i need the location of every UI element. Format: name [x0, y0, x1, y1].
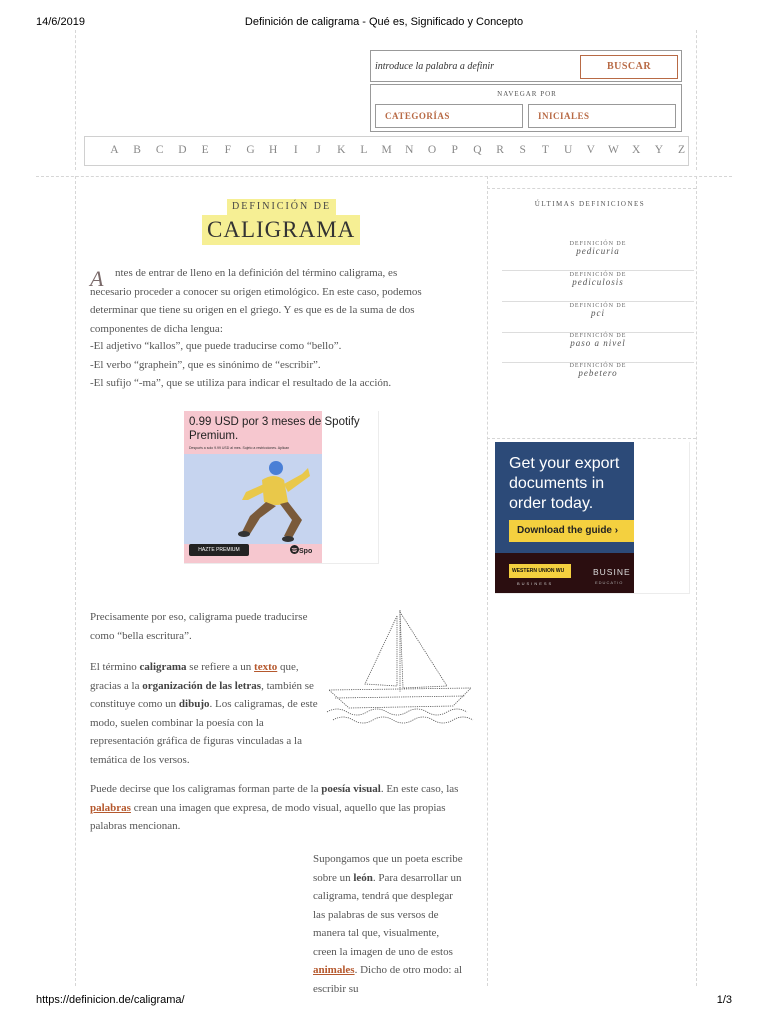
sidebar-item-pedicuria[interactable] [502, 240, 694, 271]
list-item: -El adjetivo “kallos”, que puede traducirse como “bello”. [90, 340, 342, 352]
guide-line [487, 188, 696, 189]
sidebar-item-term[interactable]: pediculosis [572, 277, 624, 287]
letter-link[interactable]: M [381, 144, 392, 156]
browse-label: NAVEGAR POR [497, 90, 557, 98]
letter-link[interactable]: E [201, 144, 209, 156]
list-item: -El sufijo “-ma”, que se utiliza para indicar el resultado de la acción. [90, 377, 392, 389]
spotify-logo [290, 545, 312, 555]
western-union-logo: WESTERN UNION WU [509, 564, 571, 578]
sidebar-item-term[interactable]: pci [591, 308, 605, 318]
letter-link[interactable]: T [541, 144, 549, 156]
guide-line [487, 438, 696, 439]
text-run: Puede decirse que los caligramas forman parte de la [90, 783, 322, 795]
calligram-boat-image [325, 606, 475, 726]
letter-link[interactable]: V [586, 144, 595, 156]
article-title: CALIGRAMA [202, 215, 360, 245]
letter-link[interactable]: D [178, 144, 187, 156]
spotify-icon [290, 545, 299, 554]
jumping-person-illustration [184, 454, 322, 544]
letter-link[interactable]: L [360, 144, 368, 156]
letter-link[interactable]: B [133, 144, 141, 156]
letter-link[interactable]: I [293, 144, 298, 156]
letter-link[interactable]: A [110, 144, 119, 156]
button-label: Download the guide [517, 525, 612, 536]
letter-link[interactable]: R [496, 144, 504, 156]
letter-link[interactable]: W [608, 144, 619, 156]
sidebar-item-kicker: DEFINICIÓN DE [569, 272, 627, 278]
text-run: El término [90, 661, 140, 673]
guide-line [696, 176, 697, 986]
sidebar-item-paso-a-nivel[interactable] [502, 332, 694, 363]
initials-button[interactable]: INICIALES [528, 104, 676, 128]
letter-link[interactable]: X [632, 144, 641, 156]
text-run: que, gracias a la [90, 661, 299, 692]
letter-link[interactable]: F [224, 144, 231, 156]
guide-line [75, 176, 76, 986]
bold-term: león [353, 871, 373, 884]
ad-headline-line: Get your export [509, 455, 620, 472]
bold-term: organización de las letras [142, 679, 262, 692]
letter-link[interactable]: S [519, 144, 526, 156]
print-header [0, 14, 768, 34]
text-run: . En este caso, las [380, 783, 459, 795]
print-page-number: 1/3 [716, 994, 732, 1006]
bold-term: caligrama [139, 661, 187, 673]
text-run: crean una imagen que expresa, de modo visual, aquello que las propias palabras mencionan. [90, 801, 446, 832]
ad-title: 0.99 USD por 3 meses de Spotify Premium. [189, 416, 360, 442]
letter-link[interactable]: U [563, 144, 573, 156]
letter-link[interactable]: G [246, 144, 255, 156]
sidebar-item-term[interactable]: pebetero [578, 368, 618, 378]
ad-headline [509, 454, 649, 514]
sailboat-illustration [325, 606, 475, 726]
letter-link[interactable]: Q [473, 144, 482, 156]
categories-button[interactable]: CATEGORÍAS [375, 104, 523, 128]
text-run: . Los caligramas, de este modo, suelen combinar la poesía con la representación gráfica de figuras vinculadas a la temática de los versos. [90, 698, 318, 766]
text-run: se refiere a un [186, 661, 255, 673]
search-box [370, 50, 682, 82]
drop-cap: A [90, 266, 104, 291]
letter-index [84, 136, 689, 166]
guide-line [75, 30, 76, 170]
print-date: 14/6/2019 [36, 16, 85, 28]
intro-paragraph: ntes de entrar de lleno en la definición del término caligrama, es necesario proceder a conocer su origen etimológico. En este caso, podemos determinar que tiene su origen en el griego. Y es que es de la suma de dos componentes de dicha lengua: [90, 267, 422, 335]
letter-link[interactable]: O [427, 144, 437, 156]
browse-box [370, 84, 682, 132]
ad-right-text: BUSINE [593, 567, 631, 577]
etymology-list [90, 337, 440, 393]
text-run: . Para desarrollar un caligrama, tendrá que desplegar las palabras de sus versos de manera tal que, visualmente, creen la imagen de uno de estos [313, 871, 462, 958]
letter-link[interactable]: J [316, 144, 321, 156]
sidebar-item-term[interactable]: paso a nivel [570, 338, 626, 348]
search-button[interactable]: BUSCAR [580, 55, 678, 79]
article-kicker: DEFINICIÓN DE [227, 199, 336, 215]
ad-fine-print: Después a solo 9.99 USD al mes. Sujeto a restricciones. Aplican [189, 446, 290, 450]
letter-link[interactable]: K [337, 144, 346, 156]
chevron-right-icon: › [614, 525, 619, 536]
bold-term: dibujo [178, 698, 210, 710]
ad-right-subtext: EDUCATIO [595, 580, 624, 585]
sidebar-title: ÚLTIMAS DEFINICIONES [534, 200, 646, 208]
spotify-logo-text: Spo [299, 548, 313, 555]
letter-link[interactable]: Y [654, 144, 663, 156]
list-item: -El verbo “graphein”, que es sinónimo de “escribir”. [90, 358, 321, 371]
letter-link[interactable]: H [269, 144, 278, 156]
letter-link[interactable]: C [155, 144, 164, 156]
download-guide-button[interactable] [509, 520, 634, 542]
search-input[interactable] [375, 55, 571, 77]
bold-term: poesía visual [321, 783, 381, 795]
paragraph: Precisamente por eso, caligrama puede traducirse como “bella escritura”. [90, 611, 308, 642]
western-union-ad[interactable] [495, 442, 634, 593]
letter-link[interactable]: N [405, 144, 414, 156]
text-run: . Dicho de otro modo: al escribir su [313, 964, 463, 995]
print-url[interactable]: https://definicion.de/caligrama/ [36, 994, 185, 1006]
guide-line [696, 30, 697, 170]
print-title: Definición de caligrama - Qué es, Significado y Concepto [244, 16, 524, 28]
ad-cta-button[interactable]: HAZTE PREMIUM [189, 544, 249, 556]
guide-line [487, 176, 488, 986]
sidebar-item-kicker: DEFINICIÓN DE [569, 303, 627, 309]
ad-headline-line: order today. [509, 495, 594, 512]
spotify-ad[interactable] [184, 411, 360, 563]
sidebar-item-pediculosis[interactable] [502, 271, 694, 302]
brand-subtitle: BUSINESS [517, 581, 554, 586]
link-animales[interactable]: animales [313, 964, 355, 976]
link-texto[interactable]: texto [254, 661, 278, 673]
paragraph [313, 850, 463, 998]
sidebar-item-kicker: DEFINICIÓN DE [569, 241, 627, 247]
link-palabras[interactable]: palabras [90, 801, 131, 814]
sidebar-item-pebetero[interactable] [502, 362, 694, 392]
text-run: Supongamos que un poeta escribe sobre un [313, 853, 463, 884]
guide-line [36, 176, 732, 177]
sidebar-item-kicker: DEFINICIÓN DE [569, 333, 627, 339]
sidebar-item-pci[interactable] [502, 302, 694, 333]
ad-image [184, 454, 322, 544]
paragraph [90, 658, 322, 769]
sidebar-item-term[interactable]: pedicuria [576, 246, 620, 256]
text-run: , también se constituye como un [90, 679, 314, 710]
letter-link[interactable]: Z [678, 144, 686, 156]
sidebar-item-kicker: DEFINICIÓN DE [569, 363, 627, 369]
paragraph [90, 780, 460, 836]
letter-link[interactable]: P [451, 144, 458, 156]
ad-headline-line: documents in [509, 475, 605, 492]
